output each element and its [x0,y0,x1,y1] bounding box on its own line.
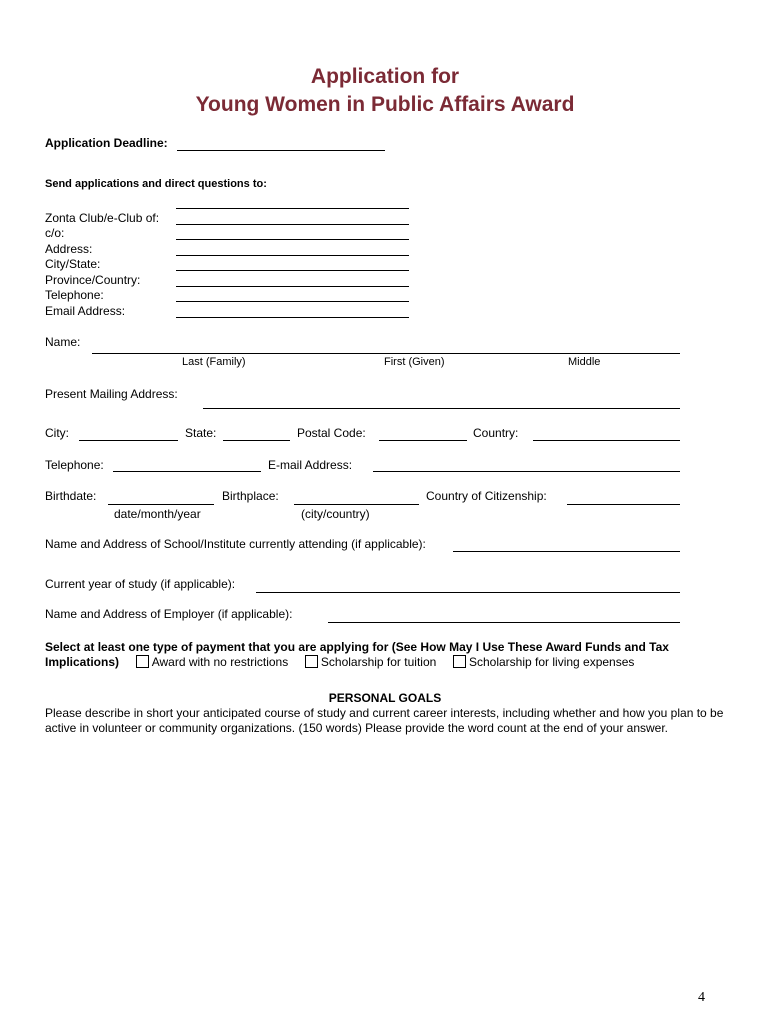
payment-instruction: Select at least one type of payment that you are applying for (See How May I Use These Award Funds and Tax [45,640,669,654]
birthplace-hint: (city/country) [301,507,370,521]
birthplace-field[interactable] [294,504,419,505]
page-number: 4 [698,990,705,1005]
school-field[interactable] [453,551,680,552]
state-label: State: [185,426,217,440]
citizenship-label: Country of Citizenship: [426,489,547,503]
employer-field[interactable] [328,622,680,623]
personal-goals-heading: PERSONAL GOALS [328,691,442,705]
email-field[interactable] [373,471,680,472]
checkbox-tuition[interactable] [305,655,318,668]
province-country-field[interactable] [176,286,409,287]
email-label: E-mail Address: [268,458,353,472]
payment-option-living[interactable]: Scholarship for living expenses [453,655,634,669]
name-middle-hint: Middle [568,356,601,368]
name-field[interactable] [92,353,680,354]
checkbox-living[interactable] [453,655,466,668]
name-last-hint: Last (Family) [182,356,246,368]
year-of-study-label: Current year of study (if applicable): [45,577,236,591]
form-title-line-1: Application for [310,65,460,88]
province-country-label: Province/Country: [45,273,141,287]
club-email-field[interactable] [176,317,409,318]
deadline-field[interactable] [177,150,385,151]
school-label: Name and Address of School/Institute currently attending (if applicable): [45,537,426,551]
birthdate-label: Birthdate: [45,489,97,503]
send-to-label: Send applications and direct questions to: [45,178,267,190]
city-state-label: City/State: [45,257,101,271]
telephone-field[interactable] [113,471,261,472]
postal-code-field[interactable] [379,440,467,441]
mailing-address-field[interactable] [203,408,680,409]
year-of-study-field[interactable] [256,592,680,593]
postal-code-label: Postal Code: [297,426,366,440]
city-label: City: [45,426,69,440]
form-title-line-2: Young Women in Public Affairs Award [195,93,575,116]
address-field[interactable] [176,255,409,256]
birthdate-field[interactable] [108,504,214,505]
payment-option-unrestricted[interactable]: Award with no restrictions [136,655,289,669]
birthplace-label: Birthplace: [222,489,279,503]
co-label: c/o: [45,226,65,240]
city-state-field[interactable] [176,270,409,271]
checkbox-unrestricted[interactable] [136,655,149,668]
citizenship-field[interactable] [567,504,680,505]
address-label: Address: [45,242,93,256]
payment-option-tuition[interactable]: Scholarship for tuition [305,655,436,669]
country-field[interactable] [533,440,680,441]
club-name-field[interactable] [176,224,409,225]
state-field[interactable] [223,440,290,441]
club-telephone-field[interactable] [176,301,409,302]
name-label: Name: [45,335,81,349]
country-label: Country: [473,426,519,440]
payment-options-row [45,655,634,669]
deadline-label: Application Deadline: [45,136,168,150]
mailing-address-label: Present Mailing Address: [45,387,178,401]
birthdate-hint: date/month/year [114,507,201,521]
club-label: Zonta Club/e-Club of: [45,211,160,225]
club-email-label: Email Address: [45,304,126,318]
telephone-label: Telephone: [45,458,104,472]
name-first-hint: First (Given) [384,356,445,368]
city-field[interactable] [79,440,178,441]
employer-label: Name and Address of Employer (if applicable): [45,607,293,621]
personal-goals-text: Please describe in short your anticipated course of study and current career interests, including whether and how you plan to be active in volunteer or community organizations. (150 words) Please provide the word count at the end of your answer. [45,706,724,735]
payment-implications-label: Implications) [45,655,120,669]
club-telephone-label: Telephone: [45,288,104,302]
club-field-line[interactable] [176,208,409,209]
co-field[interactable] [176,239,409,240]
